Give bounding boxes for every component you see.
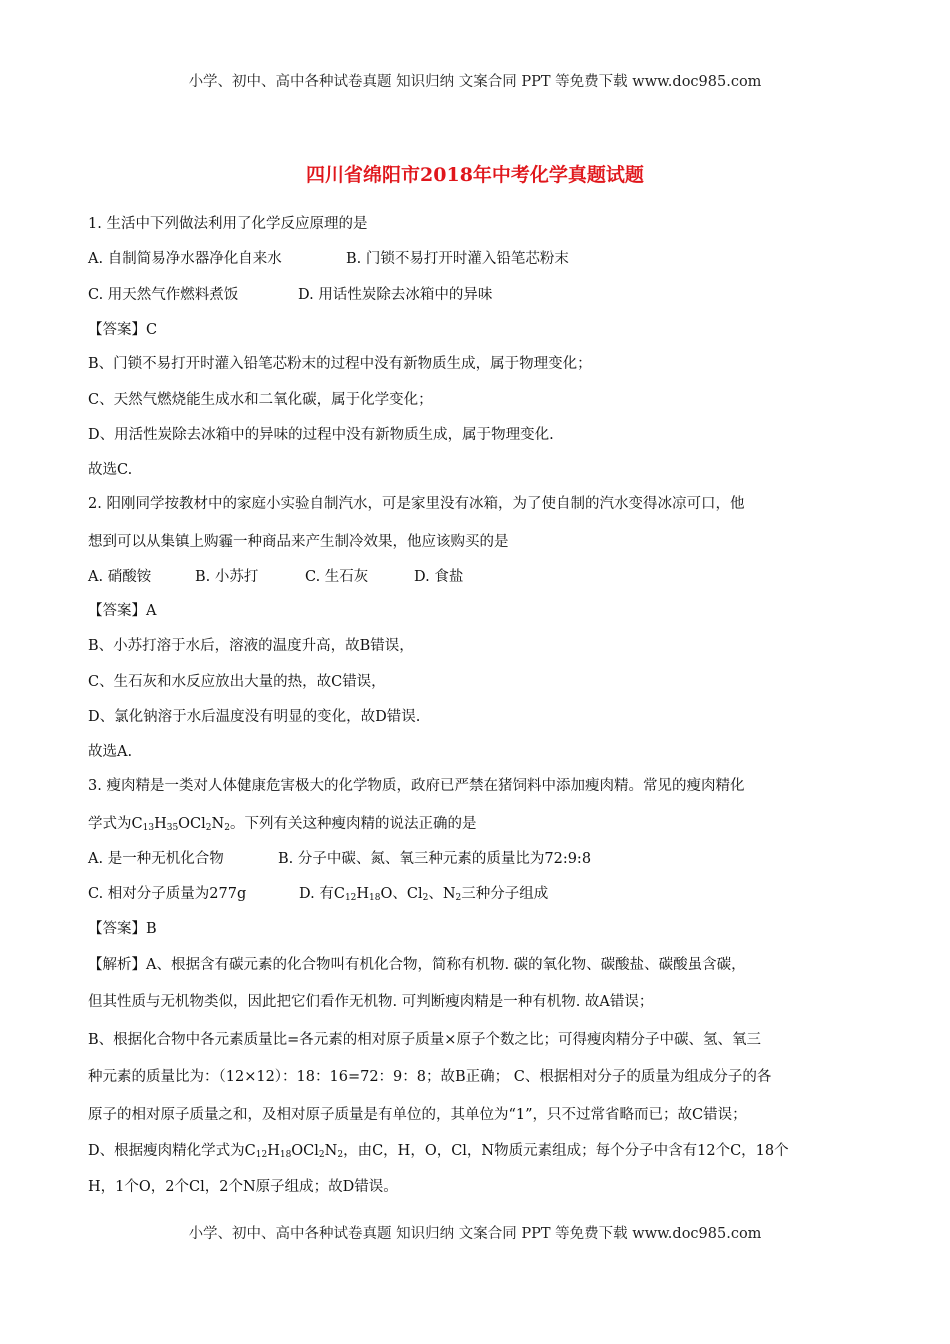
q3-analysis-line-7: H，1个O，2个Cl，2个N原子组成；故D错误。	[88, 1179, 398, 1195]
q2-answer: 【答案】A	[88, 603, 157, 619]
q3-stem-line-2	[88, 812, 476, 833]
q2-option-b: B. 小苏打	[195, 569, 259, 585]
q2-explanation-d: D、氯化钠溶于水后温度没有明显的变化，故D错误.	[88, 709, 421, 725]
q2-explanation-c: C、生石灰和水反应放出大量的热，故C错误，	[88, 674, 386, 690]
formula-molecules: $C_{12}H_{18}O$、$Cl_2$、$N_2$	[333, 886, 462, 903]
q3-options-row-1	[88, 847, 591, 868]
q3-analysis-line-6	[88, 1139, 789, 1160]
page-title: 四川省绵阳市2018年中考化学真题试题	[306, 164, 644, 186]
q3-stem-line-1: 3. 瘦肉精是一类对人体健康危害极大的化学物质，政府已严禁在猪饲料中添加瘦肉精。常见的瘦肉精化	[88, 778, 745, 794]
page-header: 小学、初中、高中各种试卷真题 知识归纳 文案合同 PPT 等免费下载 www.doc985.com	[188, 74, 762, 90]
q3-stem-suffix: 。下列有关这种瘦肉精的说法正确的是	[229, 816, 477, 832]
q2-options-row	[88, 565, 463, 586]
q3-analysis-prefix: D、根据瘦肉精化学式为	[88, 1143, 245, 1159]
q1-conclusion: 故选C.	[88, 462, 133, 478]
q3-analysis-line-2: 但其性质与无机物类似，因此把它们看作无机物. 可判断瘦肉精是一种有机物. 故A错误；	[88, 994, 654, 1010]
q1-explanation-b: B、门锁不易打开时灌入铅笔芯粉末的过程中没有新物质生成，属于物理变化；	[88, 356, 592, 372]
q1-options-row-2	[88, 283, 492, 304]
q1-option-a: A. 自制简易净水器净化自来水	[88, 251, 282, 267]
q1-option-d: D. 用话性炭除去冰箱中的异味	[298, 287, 493, 303]
q1-answer: 【答案】C	[88, 322, 158, 338]
q3-option-a: A. 是一种无机化合物	[88, 851, 224, 867]
q2-explanation-b: B、小苏打溶于水后，溶液的温度升高，故B错误，	[88, 638, 414, 654]
q3-options-row-2	[88, 882, 548, 903]
q1-option-b: B. 门锁不易打开时灌入铅笔芯粉末	[346, 251, 569, 267]
q1-explanation-c: C、天然气燃烧能生成水和二氧化碳，属于化学变化；	[88, 392, 433, 408]
q1-explanation-d: D、用活性炭除去冰箱中的异味的过程中没有新物质生成，属于物理变化.	[88, 427, 554, 443]
q2-stem-line-2: 想到可以从集镇上购霾一种商品来产生制冷效果，他应该购买的是	[88, 534, 509, 550]
q2-option-a: A. 硝酸铵	[88, 569, 152, 585]
q1-stem: 1. 生活中下列做法利用了化学反应原理的是	[88, 216, 368, 232]
q2-conclusion: 故选A.	[88, 744, 133, 760]
q3-analysis-line-4: 种元素的质量比为：（12×12）：18：16=72：9：8；故B正确； C、根据相对分子的质量为组成分子的各	[88, 1069, 772, 1085]
formula-clenbuterol: $C_{13}H_{35}OCl_2N_2$	[131, 816, 230, 833]
q3-analysis-line-5: 原子的相对原子质量之和，及相对原子质量是有单位的，其单位为“1”，只不过常省略而已；故C错误；	[88, 1107, 747, 1123]
page-footer: 小学、初中、高中各种试卷真题 知识归纳 文案合同 PPT 等免费下载 www.doc985.com	[188, 1226, 762, 1242]
q1-options-row-1	[88, 247, 569, 268]
q1-option-c: C. 用天然气作燃料煮饭	[88, 287, 239, 303]
q3-analysis-suffix: ，由C，H，O，Cl，N物质元素组成；每个分子中含有12个C，18个	[343, 1143, 789, 1159]
formula-clenbuterol-analysis: $C_{12}H_{18}OCl_2N_2$	[244, 1143, 344, 1160]
q3-stem-prefix: 学式为	[88, 816, 132, 832]
q2-option-d: D. 食盐	[414, 569, 464, 585]
q3-option-c: C. 相对分子质量为277g	[88, 886, 247, 902]
q3-option-b: B. 分子中碳、氮、氧三种元素的质量比为72:9:8	[278, 851, 592, 867]
q3-answer: 【答案】B	[88, 921, 157, 937]
q3-option-d: D. 有$C_{12}H_{18}O$、$Cl_2$、$N_2$三种分子组成	[299, 886, 549, 903]
q3-analysis-line-1: 【解析】A、根据含有碳元素的化合物叫有机化合物，简称有机物. 碳的氧化物、碳酸盐、碳酸虽含碳，	[88, 957, 746, 973]
q2-stem-line-1: 2. 阳刚同学按教材中的家庭小实验自制汽水，可是家里没有冰箱，为了使自制的汽水变得冰凉可口，他	[88, 496, 745, 512]
q3-analysis-line-3: B、根据化合物中各元素质量比=各元素的相对原子质量×原子个数之比；可得瘦肉精分子中碳、氢、氧三	[88, 1032, 761, 1048]
q2-option-c: C. 生石灰	[305, 569, 369, 585]
